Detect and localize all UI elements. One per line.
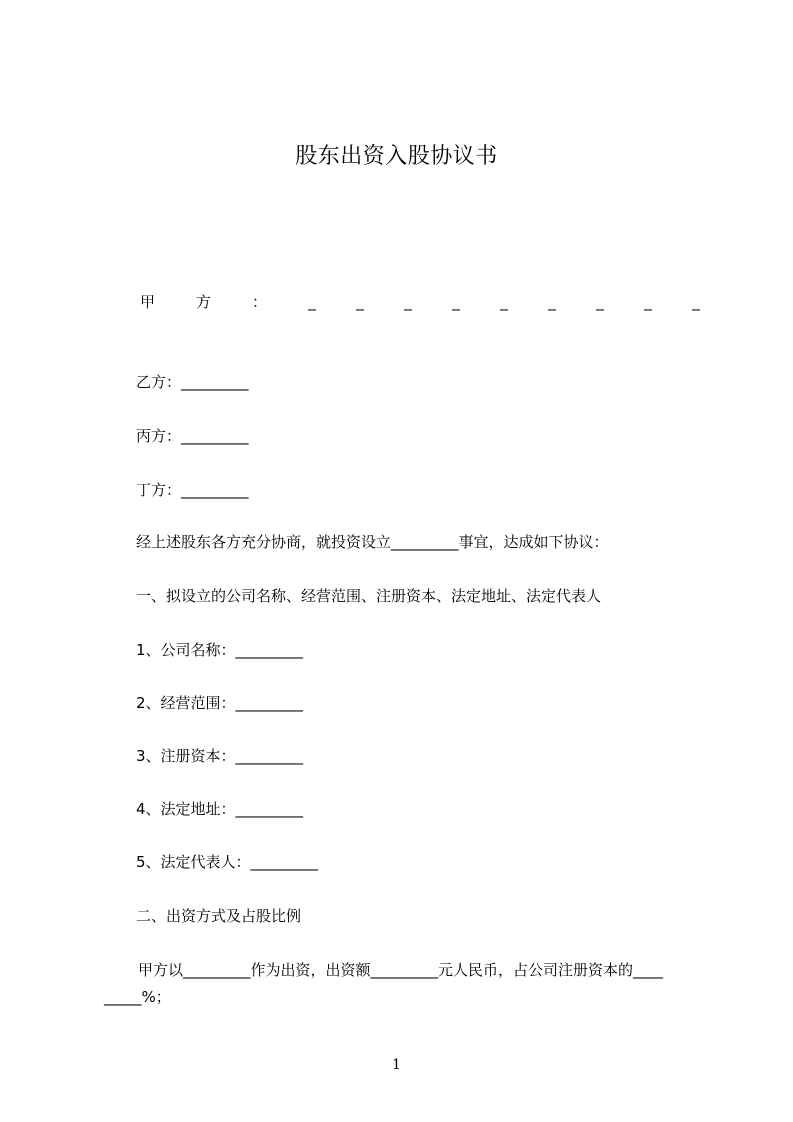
- party-a-colon: ：: [252, 293, 268, 311]
- party-a-blank: _: [452, 293, 460, 311]
- contribution-line-2: _____%；: [104, 988, 171, 1006]
- item-business-scope: 2、经营范围：_________: [136, 694, 304, 712]
- party-d-line: 丁方：_________: [136, 481, 249, 499]
- party-a-blank: _: [548, 293, 556, 311]
- intro-paragraph: 经上述股东各方充分协商，就投资设立_________事宜，达成如下协议：: [136, 533, 609, 551]
- party-a-blank: _: [500, 293, 508, 311]
- party-a-blank: _: [356, 293, 364, 311]
- party-a-blank: _: [596, 293, 604, 311]
- party-a-line: [136, 292, 706, 314]
- contribution-line-1: 甲方以_________作为出资，出资额_________元人民币，占公司注册资本的____: [138, 961, 664, 979]
- item-company-name: 1、公司名称：_________: [136, 641, 304, 659]
- item-registered-capital: 3、注册资本：_________: [136, 747, 304, 765]
- item-legal-address: 4、法定地址：_________: [136, 800, 304, 818]
- page-number: 1: [392, 1057, 401, 1073]
- section-2-heading: 二、出资方式及占股比例: [136, 907, 302, 925]
- party-a-blank: _: [644, 293, 652, 311]
- party-a-blank: _: [308, 293, 316, 311]
- party-b-line: 乙方：_________: [136, 373, 249, 391]
- party-a-blank: _: [404, 293, 412, 311]
- section-1-heading: 一、拟设立的公司名称、经营范围、注册资本、法定地址、法定代表人: [136, 587, 602, 605]
- item-legal-representative: 5、法定代表人：_________: [136, 853, 319, 871]
- party-a-blank: _: [692, 293, 700, 311]
- party-c-line: 丙方：_________: [136, 427, 249, 445]
- party-a-char-jia: 甲: [140, 293, 156, 311]
- document-title: 股东出资入股协议书: [295, 144, 498, 169]
- party-a-char-fang: 方: [196, 293, 212, 311]
